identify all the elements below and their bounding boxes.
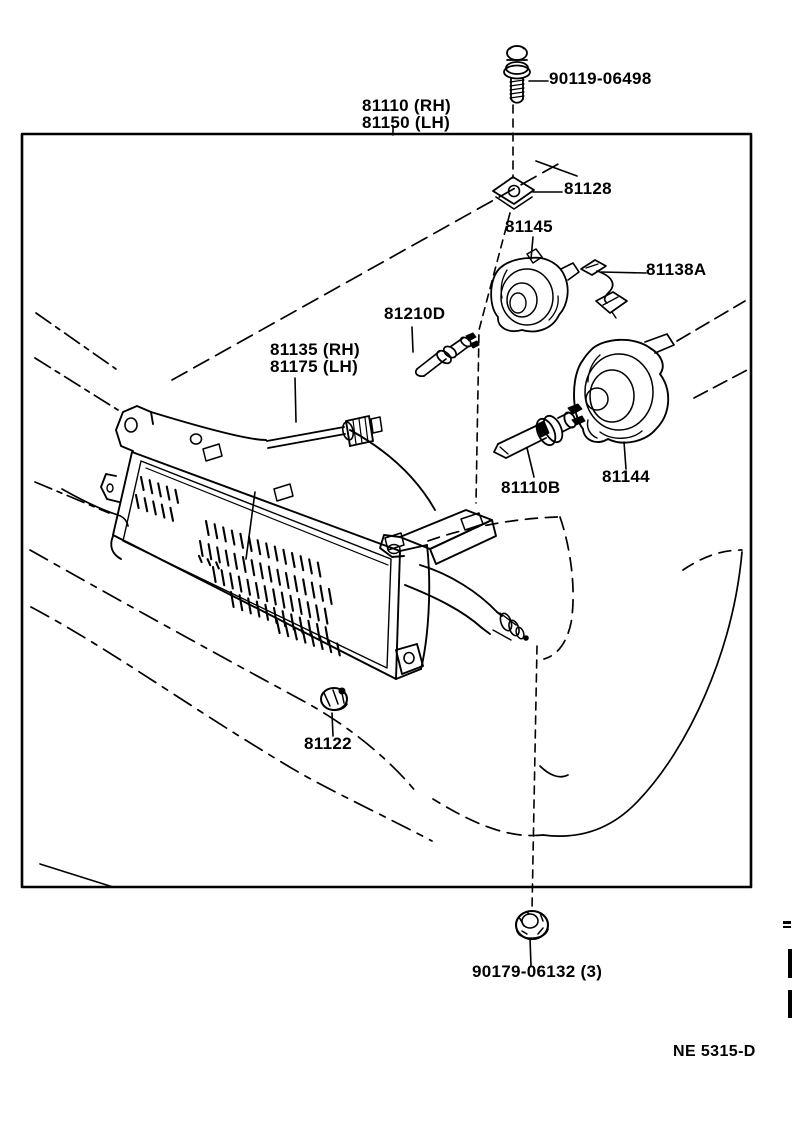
part-label-81110B: 81110B <box>501 478 561 497</box>
part-label-81145: 81145 <box>505 217 553 236</box>
part-label-81210D: 81210D <box>384 304 446 323</box>
bulb-socket-icon <box>491 249 579 331</box>
part-label-90119-06498: 90119-06498 <box>549 69 652 88</box>
bolt-icon <box>504 46 530 103</box>
frame-border <box>22 134 751 887</box>
part-label-81122: 81122 <box>304 734 352 753</box>
headlamp-assembly-drawing <box>101 406 529 679</box>
wire-connector-icon <box>581 260 627 318</box>
mounting-nut-icon <box>516 911 548 939</box>
clip-nut-icon <box>321 688 347 711</box>
headlamp-bulb-icon <box>494 404 585 458</box>
part-label-81135-81175: 81135 (RH) 81175 (LH) <box>270 340 360 376</box>
page-edge-marks <box>783 921 792 1018</box>
part-label-81138A: 81138A <box>646 260 707 279</box>
part-label-81128: 81128 <box>564 179 612 198</box>
part-label-90179-06132: 90179-06132 (3) <box>472 962 603 981</box>
signal-bulb-icon <box>416 333 479 376</box>
socket-cover-icon <box>574 334 674 443</box>
figure-code: NE 5315-D <box>673 1043 756 1060</box>
part-label-81110-81150: 81110 (RH) 81150 (LH) <box>362 96 451 132</box>
part-label-81144: 81144 <box>602 467 650 486</box>
car-body-outline <box>30 161 749 887</box>
